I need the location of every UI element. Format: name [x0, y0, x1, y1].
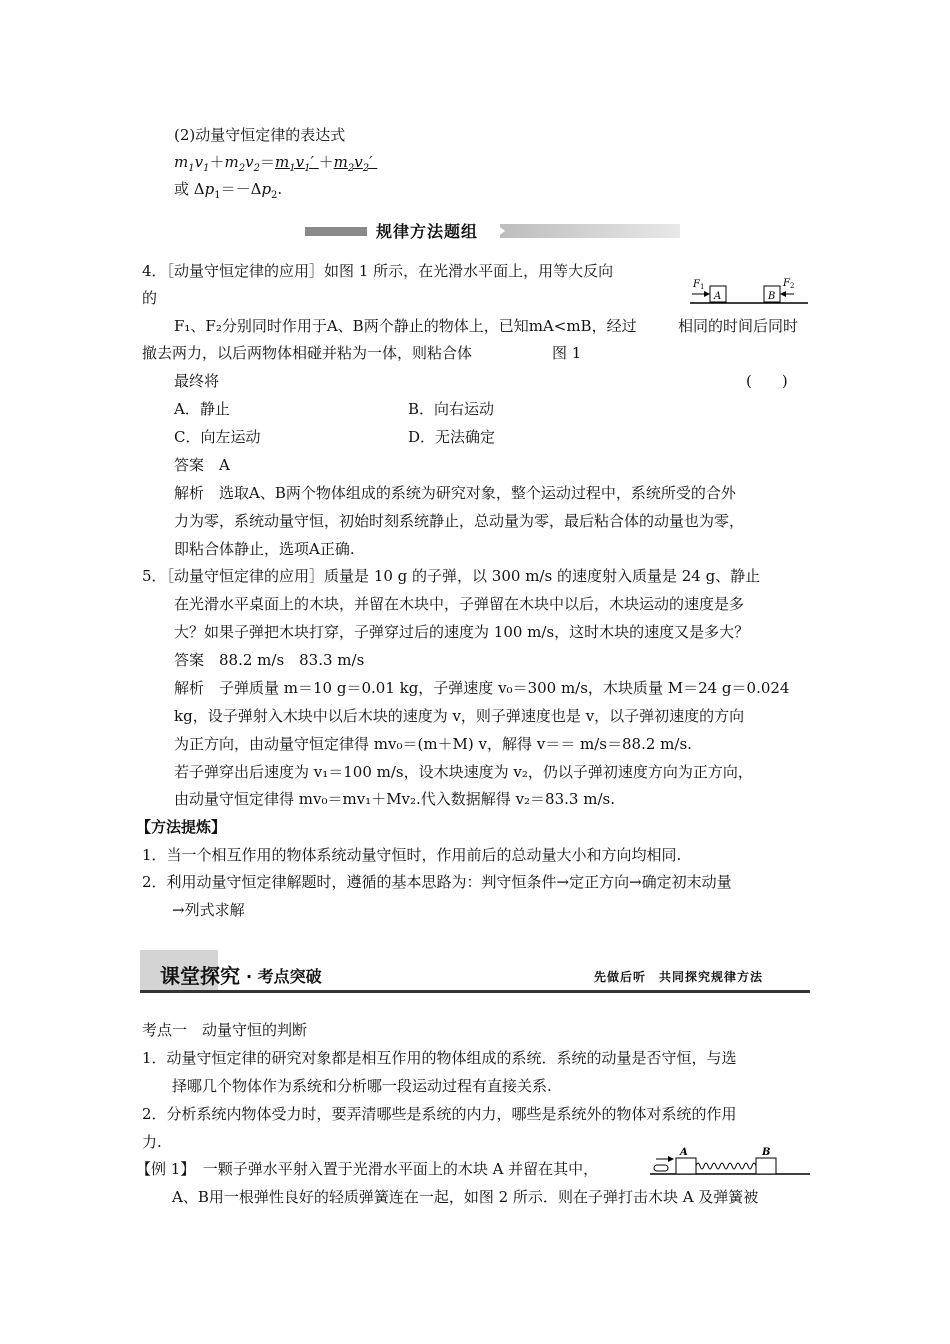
- header-subtitle: · 考点突破: [246, 967, 322, 986]
- kd1-point-1a: 1．动量守恒定律的研究对象都是相互作用的物体组成的系统．系统的动量是否守恒，与选: [142, 1049, 737, 1067]
- figure-1-caption: 图 1: [552, 344, 582, 362]
- figure-2: [648, 1143, 812, 1177]
- q4-line-3: F₁、F₂分别同时作用于A、B两个静止的物体上，已知mA<mB，经过: [174, 317, 637, 335]
- q4-line-3b: 相同的时间后同时: [678, 317, 799, 335]
- q4-option-d: D．无法确定: [408, 428, 496, 446]
- method-point-1: 1．当一个相互作用的物体系统动量守恒时，作用前后的总动量大小和方向均相同.: [142, 846, 682, 864]
- q5-explain-2: kg，设子弹射入木块中以后木块的速度为 v，则子弹速度也是 v，以子弹初速度的方向: [174, 707, 745, 725]
- q5-line-1: 5．［动量守恒定律的应用］质量是 10 g 的子弹，以 300 m/s 的速度射入质量是 24 g、静止: [142, 567, 761, 585]
- method-point-2b: →列式求解: [172, 901, 245, 919]
- q4-line-5: 最终将: [174, 372, 220, 390]
- q5-line-2: 在光滑水平桌面上的木块，并留在木块中，子弹留在木块中以后，木块运动的速度是多: [174, 595, 745, 613]
- q4-line-4: 撤去两力，以后两物体相碰并粘为一体，则粘合体: [142, 344, 473, 362]
- section-bar-left: [305, 227, 367, 236]
- kd1-point-2a: 2．分析系统内物体受力时，要弄清哪些是系统的内力，哪些是系统外的物体对系统的作用: [142, 1105, 737, 1123]
- kd1-title: 考点一 动量守恒的判断: [142, 1021, 308, 1039]
- kd1-point-1b: 择哪几个物体作为系统和分析哪一段运动过程有直接关系.: [172, 1077, 552, 1095]
- header-title: 课堂探究: [160, 964, 240, 988]
- kd1-point-2b: 力.: [142, 1133, 162, 1151]
- fig2-a-label: A: [680, 1147, 688, 1158]
- q4-option-b: B．向右运动: [408, 400, 495, 418]
- q5-explain-4: 若子弹穿出后速度为 v₁＝100 m/s，设木块速度为 v₂，仍以子弹初速度方向为正方向，: [174, 763, 753, 781]
- q4-line-1: 4．［动量守恒定律的应用］如图 1 所示，在光滑水平面上，用等大反向: [142, 262, 614, 280]
- q4-option-a: A．静止: [174, 400, 230, 418]
- method-title: 【方法提炼】: [136, 818, 227, 836]
- header-rule: [140, 990, 810, 993]
- q4-explain-3: 即粘合体静止，选项A正确.: [174, 540, 355, 558]
- fig1-f1-label: F: [693, 279, 700, 290]
- expression-heading: (2)动量守恒定律的表达式: [174, 126, 346, 144]
- fig1-f2-label: F: [783, 278, 790, 289]
- q4-explain-2: 力为零，系统动量守恒，初始时刻系统静止，总动量为零，最后粘合体的动量也为零，: [174, 512, 745, 530]
- fig1-f2-sub: 2: [790, 282, 795, 290]
- section-title: 规律方法题组: [376, 222, 479, 241]
- q4-answer: 答案 A: [174, 456, 230, 474]
- section-bar-notch: [496, 224, 505, 238]
- header-right-text: 先做后听 共同探究规律方法: [594, 970, 764, 984]
- q4-line-2: 的: [142, 289, 158, 307]
- q4-option-c: C．向左运动: [174, 428, 261, 446]
- q5-answer: 答案 88.2 m/s 83.3 m/s: [174, 651, 365, 669]
- q4-explain-1: 解析 选取A、B两个物体组成的系统为研究对象，整个运动过程中，系统所受的合外: [174, 484, 736, 502]
- fig1-a-label: A: [714, 291, 722, 302]
- example-1-line-1: 【例 1】 一颗子弹水平射入置于光滑水平面上的木块 A 并留在其中，: [136, 1160, 599, 1178]
- fig2-b-label: B: [762, 1147, 771, 1158]
- fig1-f1-sub: 1: [700, 283, 705, 291]
- q5-explain-5: 由动量守恒定律得 mv₀＝mv₁＋Mv₂.代入数据解得 v₂＝83.3 m/s.: [174, 790, 615, 808]
- method-point-2: 2．利用动量守恒定律解题时，遵循的基本思路为：判守恒条件→定正方向→确定初末动量: [142, 873, 732, 891]
- q5-explain-3: 为正方向，由动量守恒定律得 mv₀＝(m＋M) v，解得 v＝＝ m/s＝88.2 m/s.: [174, 735, 692, 753]
- section-bar-right: [500, 224, 680, 238]
- momentum-equation: $m_1v_1+m_2v_2=m_1v_1' +m_2v_2'$: [174, 153, 373, 174]
- q5-explain-1: 解析 子弹质量 m＝10 g＝0.01 kg，子弹速度 v₀＝300 m/s，木块质量 M＝24 g＝0.024: [174, 679, 790, 697]
- example-1-line-2: A、B用一根弹性良好的轻质弹簧连在一起，如图 2 所示．则在子弹打击木块 A 及弹簧被: [172, 1188, 759, 1206]
- q4-answer-paren: ( ): [746, 372, 788, 390]
- figure-1: [690, 276, 810, 306]
- q5-line-3: 大？如果子弹把木块打穿，子弹穿过后的速度为 100 m/s，这时木块的速度又是多大？: [174, 623, 750, 641]
- fig1-b-label: B: [768, 291, 776, 302]
- delta-p-equation: 或 $\Delta p_1=-\Delta p_2$.: [174, 180, 283, 201]
